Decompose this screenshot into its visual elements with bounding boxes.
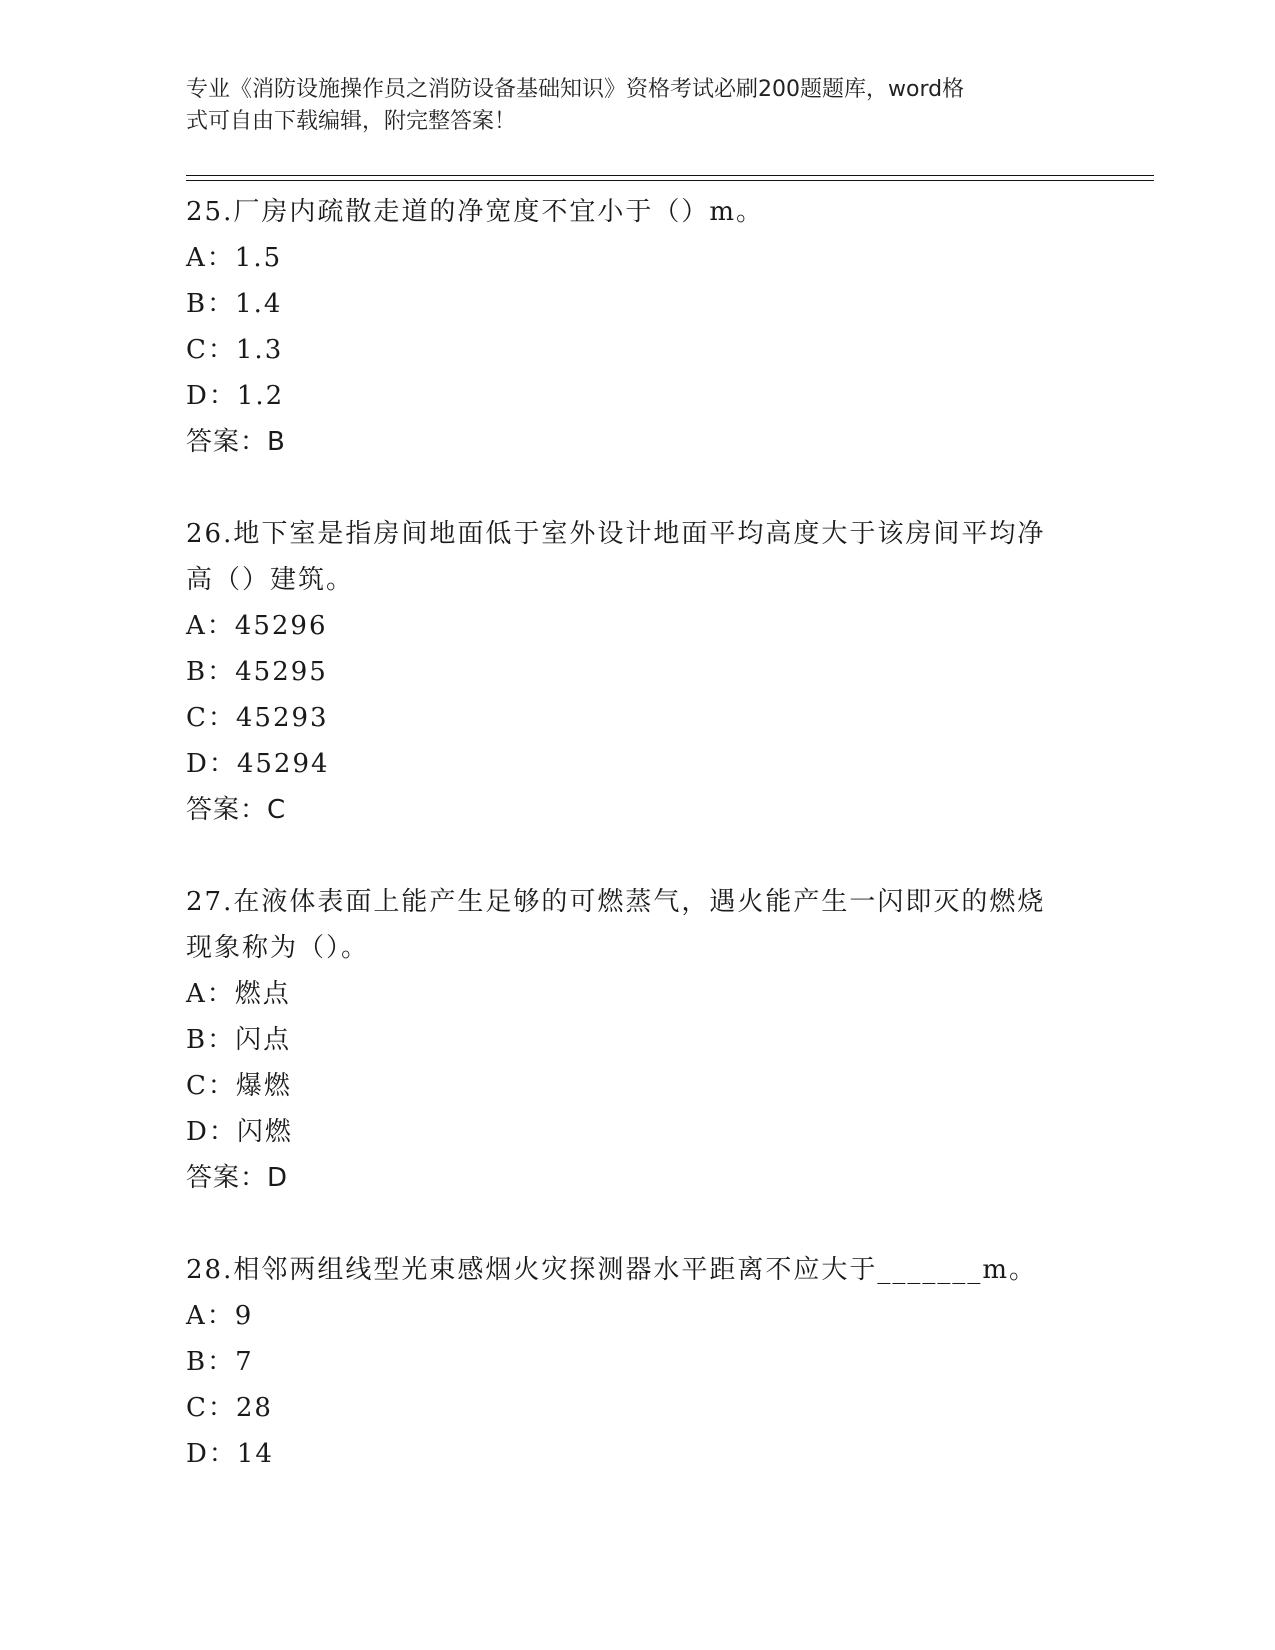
question-28 bbox=[186, 1247, 1086, 1477]
option-c: C：45293 bbox=[186, 703, 329, 733]
option-b: B：45295 bbox=[186, 657, 328, 687]
option-d: D：1.2 bbox=[186, 381, 285, 411]
option-a: A：45296 bbox=[186, 611, 328, 641]
header-line-1: 专业《消防设施操作员之消防设备基础知识》资格考试必刷200题题库，word格 bbox=[186, 77, 965, 102]
option-a: A：9 bbox=[186, 1301, 254, 1331]
question-text: 26.地下室是指房间地面低于室外设计地面平均高度大于该房间平均净 bbox=[186, 519, 1046, 549]
question-26 bbox=[186, 511, 1086, 833]
question-text: 28.相邻两组线型光束感烟火灾探测器水平距离不应大于_______m。 bbox=[186, 1255, 1038, 1285]
question-text: 25.厂房内疏散走道的净宽度不宜小于（）m。 bbox=[186, 197, 765, 227]
option-a: A：1.5 bbox=[186, 243, 283, 273]
answer-label: 答案：D bbox=[186, 1163, 289, 1193]
header-divider-bottom bbox=[186, 180, 1154, 181]
option-b: B：7 bbox=[186, 1347, 254, 1377]
option-b: B：1.4 bbox=[186, 289, 283, 319]
option-a: A：燃点 bbox=[186, 979, 291, 1009]
option-c: C：爆燃 bbox=[186, 1071, 292, 1101]
header-line-2: 式可自由下载编辑，附完整答案！ bbox=[186, 109, 517, 134]
question-text: 27.在液体表面上能产生足够的可燃蒸气，遇火能产生一闪即灭的燃烧 bbox=[186, 887, 1046, 917]
option-d: D：45294 bbox=[186, 749, 330, 779]
question-25 bbox=[186, 189, 1086, 465]
question-27 bbox=[186, 879, 1086, 1201]
option-c: C：28 bbox=[186, 1393, 273, 1423]
option-d: D：14 bbox=[186, 1439, 274, 1469]
option-b: B：闪点 bbox=[186, 1025, 292, 1055]
question-text-continued: 高（）建筑。 bbox=[186, 565, 355, 595]
question-text-continued: 现象称为（）。 bbox=[186, 933, 370, 963]
answer-label: 答案：B bbox=[186, 427, 286, 457]
option-d: D：闪燃 bbox=[186, 1117, 293, 1147]
option-c: C：1.3 bbox=[186, 335, 284, 365]
question-list bbox=[186, 189, 1086, 1523]
document-header bbox=[186, 74, 1066, 138]
answer-label: 答案：C bbox=[186, 795, 287, 825]
header-divider-top bbox=[186, 175, 1154, 176]
